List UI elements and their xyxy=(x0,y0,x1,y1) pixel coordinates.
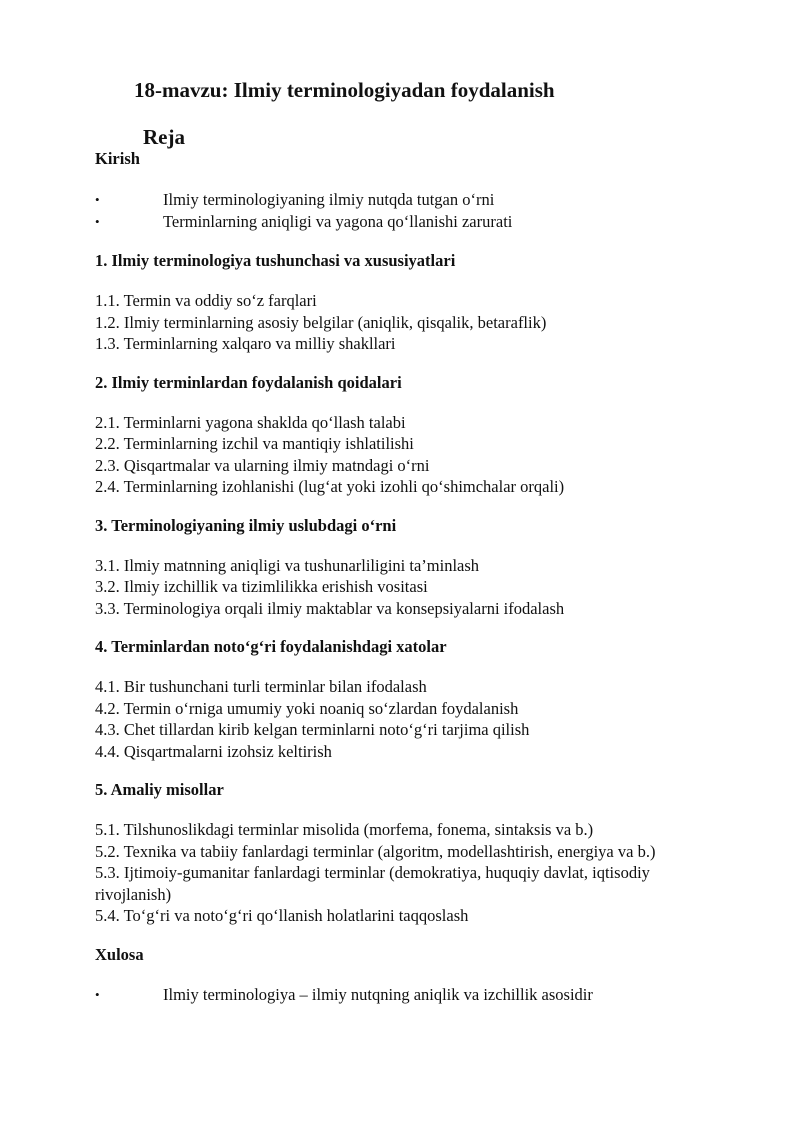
conclusion-heading: Xulosa xyxy=(95,944,144,964)
section-item-list xyxy=(95,290,755,355)
section-item-list xyxy=(95,412,755,498)
conclusion-section xyxy=(95,944,755,1006)
section-item: 4.2. Termin o‘rniga umumiy yoki noaniq so‘zlardan foydalanish xyxy=(95,698,519,718)
spacing xyxy=(95,355,755,372)
section-item: 1.3. Terminlarning xalqaro va milliy shakllari xyxy=(95,334,396,353)
document-title: 18-mavzu: Ilmiy terminologiyadan foydalanish xyxy=(134,78,555,102)
section-item: 1.2. Ilmiy terminlarning asosiy belgilar (aniqlik, qisqalik, betaraflik) xyxy=(95,312,547,332)
section-heading: 1. Ilmiy terminologiya tushunchasi va xususiyatlari xyxy=(95,251,456,270)
spacing xyxy=(95,498,755,515)
section-item: 3.3. Terminologiya orqali ilmiy maktablar va konsepsiyalarni ifodalash xyxy=(95,598,565,618)
section-heading: 3. Terminologiyaning ilmiy uslubdagi o‘rni xyxy=(95,515,397,535)
spacing xyxy=(95,619,755,636)
spacing xyxy=(95,801,755,819)
spacing xyxy=(95,927,755,944)
section-item: 1.1. Termin va oddiy so‘z farqlari xyxy=(95,291,317,310)
section-item-continuation: rivojlanish) xyxy=(95,884,172,904)
section-item: 5.4. To‘g‘ri va noto‘g‘ri qo‘llanish holatlarini taqqoslash xyxy=(95,906,469,925)
section-heading: 2. Ilmiy terminlardan foydalanish qoidalari xyxy=(95,372,402,392)
spacing xyxy=(95,537,755,555)
intro-bullet-item xyxy=(95,211,755,233)
plan-title: Reja xyxy=(143,125,185,149)
spacing xyxy=(95,762,755,779)
intro-bullet-text: Ilmiy terminologiyaning ilmiy nutqda tutgan o‘rni xyxy=(163,190,495,209)
section-item: 4.4. Qisqartmalarni izohsiz keltirish xyxy=(95,741,332,761)
section-4 xyxy=(95,636,755,762)
section-5 xyxy=(95,779,755,927)
section-item: 5.1. Tilshunoslikdagi terminlar misolida (morfema, fonema, sintaksis va b.) xyxy=(95,820,594,839)
bullet-icon: • xyxy=(95,192,100,207)
spacing xyxy=(95,272,755,290)
section-item: 5.2. Texnika va tabiiy fanlardagi terminlar (algoritm, modellashtirish, energiya va b.) xyxy=(95,841,656,861)
intro-section xyxy=(95,148,755,233)
spacing xyxy=(95,966,755,984)
spacing xyxy=(95,170,755,189)
section-item: 2.4. Terminlarning izohlanishi (lug‘at yoki izohli qo‘shimchalar orqali) xyxy=(95,477,565,496)
section-item: 2.1. Terminlarni yagona shaklda qo‘llash talabi xyxy=(95,412,406,432)
section-item: 2.2. Terminlarning izchil va mantiqiy ishlatilishi xyxy=(95,434,414,453)
intro-bullet-text: Terminlarning aniqligi va yagona qo‘llanishi zarurati xyxy=(163,212,513,231)
intro-heading: Kirish xyxy=(95,149,140,168)
section-item: 4.1. Bir tushunchani turli terminlar bilan ifodalash xyxy=(95,677,427,696)
conclusion-bullet-list xyxy=(95,984,755,1006)
section-3 xyxy=(95,515,755,620)
spacing xyxy=(95,394,755,412)
section-heading: 5. Amaliy misollar xyxy=(95,780,224,799)
section-item-list xyxy=(95,555,755,620)
intro-bullet-list xyxy=(95,189,755,233)
bullet-icon: • xyxy=(95,214,100,229)
section-heading: 4. Terminlardan noto‘g‘ri foydalanishdagi xatolar xyxy=(95,637,447,656)
section-item: 3.1. Ilmiy matnning aniqligi va tushunarliligini ta’minlash xyxy=(95,555,480,575)
bullet-icon: • xyxy=(95,986,100,1002)
section-item-list xyxy=(95,676,755,762)
section-item: 4.3. Chet tillardan kirib kelgan terminlarni noto‘g‘ri tarjima qilish xyxy=(95,720,530,739)
spacing xyxy=(95,658,755,676)
conclusion-bullet-text: Ilmiy terminologiya – ilmiy nutqning aniqlik va izchillik asosidir xyxy=(163,984,593,1004)
section-item: 5.3. Ijtimoiy-gumanitar fanlardagi terminlar (demokratiya, huquqiy davlat, iqtisodiy xyxy=(95,863,650,882)
conclusion-bullet-item xyxy=(95,984,755,1006)
section-item: 3.2. Ilmiy izchillik va tizimlilikka erishish vositasi xyxy=(95,577,428,596)
section-item-list xyxy=(95,819,755,927)
spacing xyxy=(95,233,755,250)
section-1 xyxy=(95,250,755,355)
section-item: 2.3. Qisqartmalar va ularning ilmiy matndagi o‘rni xyxy=(95,455,430,475)
intro-bullet-item xyxy=(95,189,755,211)
section-2 xyxy=(95,372,755,498)
document-page xyxy=(95,76,755,1006)
